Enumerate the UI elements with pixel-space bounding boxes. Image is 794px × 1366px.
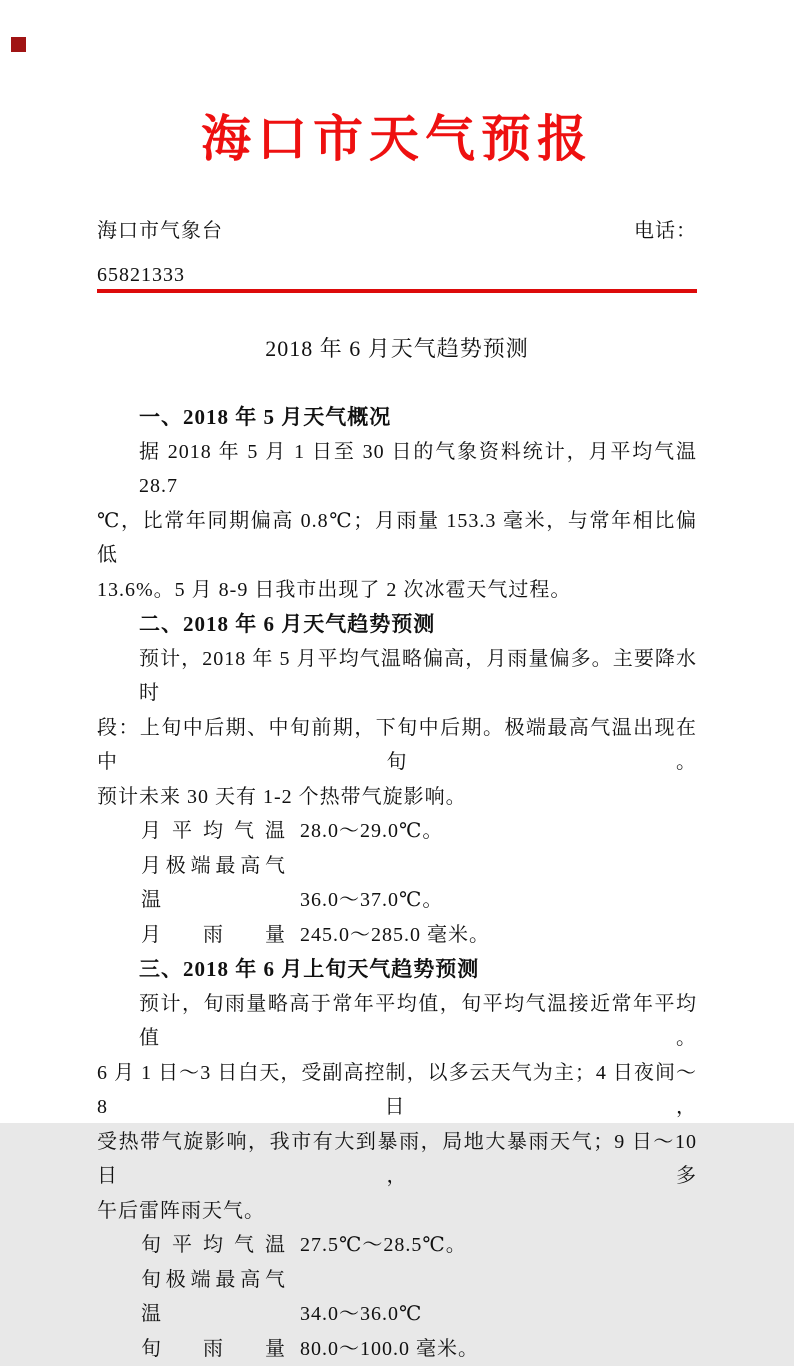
stat-label: 月雨量: [141, 918, 286, 953]
stat-value: 245.0～285.0 毫米。: [300, 924, 490, 946]
paragraph-line: 6 月 1 日～3 日白天，受副高控制，以多云天气为主；4 日夜间～8 日，: [97, 1056, 697, 1125]
stat-label: 旬极端最高气温: [141, 1263, 286, 1332]
section-paragraph: [97, 642, 697, 815]
section-paragraph: [97, 435, 697, 608]
paragraph-line: 预计未来 30 天有 1-2 个热带气旋影响。: [97, 780, 697, 815]
paragraph-line: 13.6%。5 月 8-9 日我市出现了 2 次冰雹天气过程。: [97, 573, 697, 608]
paragraph-line: ℃，比常年同期偏高 0.8℃；月雨量 153.3 毫米，与常年相比偏低: [97, 504, 697, 573]
paragraph-line: 据 2018 年 5 月 1 日至 30 日的气象资料统计，月平均气温 28.7: [97, 435, 697, 504]
paragraph-line: 受热带气旋影响，我市有大到暴雨，局地大暴雨天气；9 日～10 日，多: [97, 1125, 697, 1194]
phone-number: 65821333: [97, 262, 697, 288]
stat-row: [97, 849, 697, 918]
stat-label: 旬平均气温: [141, 1228, 286, 1263]
document-title: 海口市天气预报: [97, 107, 697, 171]
stat-row: [97, 814, 697, 849]
stat-value: 80.0～100.0 毫米。: [300, 1338, 479, 1360]
stat-value: 27.5℃～28.5℃。: [300, 1234, 467, 1256]
sections-container: [97, 400, 697, 1366]
section-heading: 二、2018 年 6 月天气趋势预测: [97, 607, 697, 642]
stat-row: [97, 918, 697, 953]
section-may-overview: [97, 400, 697, 607]
stat-value: 36.0～37.0℃。: [300, 889, 443, 911]
stat-row: [97, 1263, 697, 1332]
stat-row: [97, 1228, 697, 1263]
section-stats: [97, 814, 697, 952]
section-heading: 三、2018 年 6 月上旬天气趋势预测: [97, 952, 697, 987]
section-paragraph: [97, 987, 697, 1229]
corner-mark: [11, 37, 26, 52]
agency-row: [97, 218, 697, 244]
stat-row: [97, 1332, 697, 1366]
paragraph-line: 段：上旬中后期、中旬前期，下旬中后期。极端最高气温出现在中旬。: [97, 711, 697, 780]
section-early-june-trend: [97, 952, 697, 1366]
stat-value: 28.0～29.0℃。: [300, 820, 443, 842]
phone-label: 电话：: [634, 218, 697, 244]
stat-label: 月极端最高气温: [141, 849, 286, 918]
stat-value: 34.0～36.0℃: [300, 1303, 422, 1325]
section-stats: [97, 1228, 697, 1366]
stat-label: 月平均气温: [141, 814, 286, 849]
paragraph-line: 午后雷阵雨天气。: [97, 1194, 697, 1229]
paragraph-line: 预计，旬雨量略高于常年平均值，旬平均气温接近常年平均值。: [97, 987, 697, 1056]
header-divider: [97, 289, 697, 293]
stat-label: 旬雨量: [141, 1332, 286, 1366]
forecast-heading: 2018 年 6 月天气趋势预测: [97, 335, 697, 363]
section-heading: 一、2018 年 5 月天气概况: [97, 400, 697, 435]
paragraph-line: 预计，2018 年 5 月平均气温略偏高，月雨量偏多。主要降水时: [97, 642, 697, 711]
section-june-trend: [97, 607, 697, 952]
agency-name: 海口市气象台: [97, 218, 223, 244]
